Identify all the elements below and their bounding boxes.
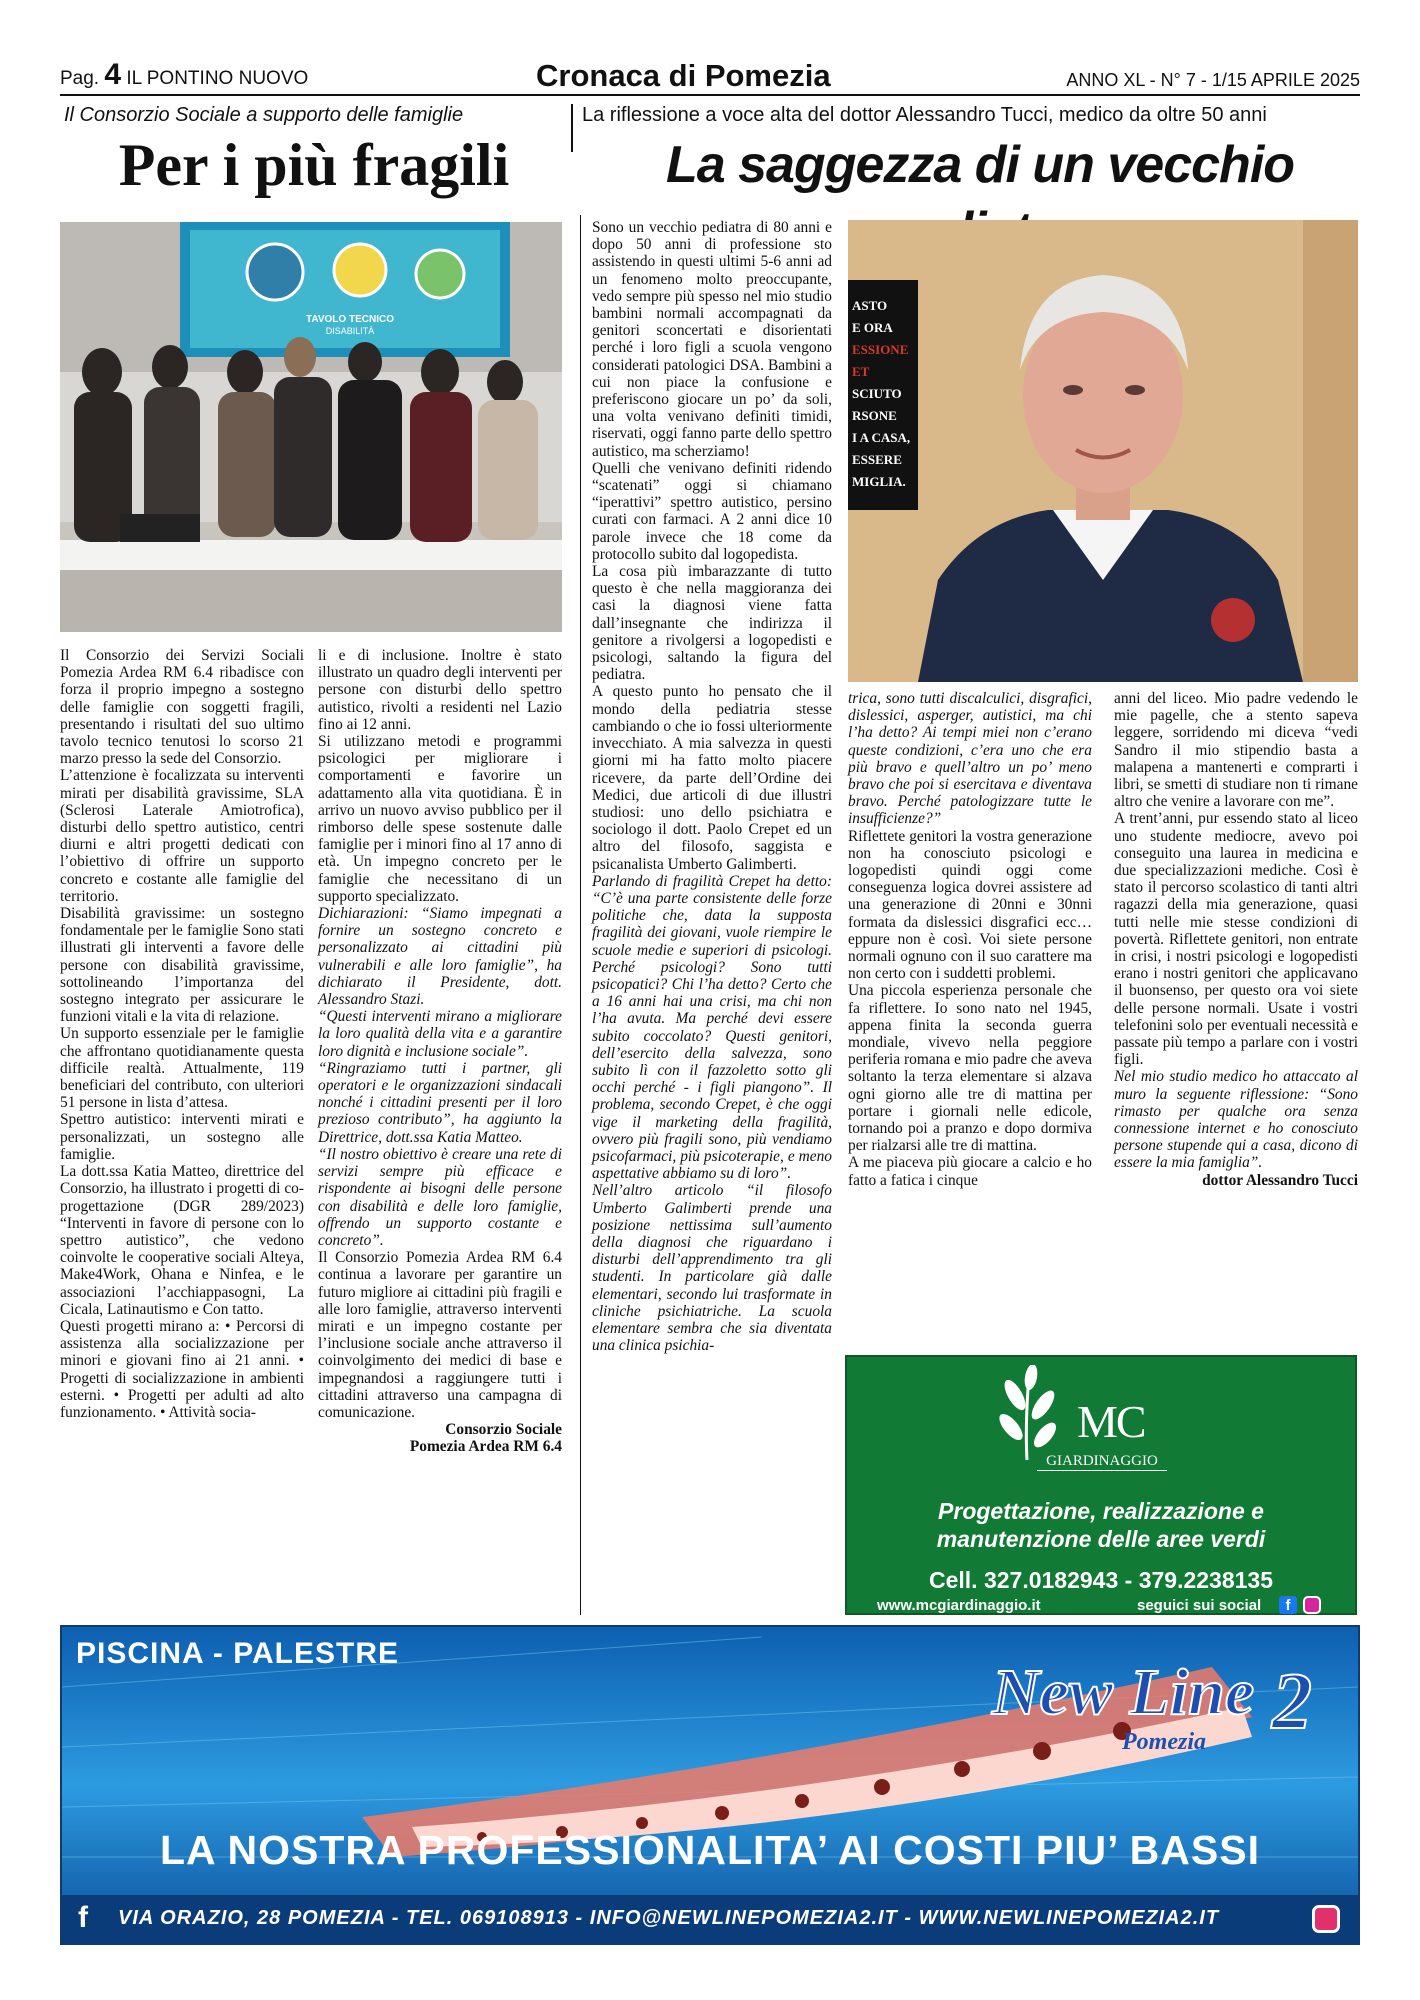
paragraph: “Questi interventi mirano a migliorare la loro qualità della vita e a garantire loro dignità e inclusione sociale”. bbox=[318, 1008, 562, 1060]
screen-subtitle: DISABILITÀ bbox=[325, 326, 375, 336]
page-number: 4 bbox=[104, 58, 122, 91]
instagram-icon[interactable] bbox=[1303, 1596, 1321, 1614]
newline-logo: New Line bbox=[992, 1656, 1255, 1729]
doctor-portrait bbox=[848, 220, 1358, 682]
paragraph: trica, sono tutti discalculici, disgrafici, dislessici, asperger, autistici, ma chi l’ha detto? Ai tempi miei non c’erano queste condizioni, c’era uno che era più bravo e quell’altro un po’ meno bravo che poi si esercitava e diventava bravo. Perché patologizzare tutte le insufficienze?” bbox=[848, 690, 1092, 828]
mc-brand: GIARDINAGGIO bbox=[1037, 1453, 1167, 1471]
olive-branch-icon bbox=[987, 1365, 1067, 1465]
article1-kicker: Il Consorzio Sociale a supporto delle famiglie bbox=[64, 104, 464, 126]
paragraph: A trent’anni, pur essendo stato al liceo uno studente mediocre, avevo poi conseguito una laurea in medicina e due specializzazioni mediche. Così è stato il percorso scolastico di tanti altri ragazzi della mia generazione, quasi tutti nelle mie stesse condizioni di povertà. Riflettete genitori, non entrate in crisi, i nostri psicologi e logopedisti erano i nostri genitori che applicavano il buonsenso, per questo ora voi siete delle persone normali. Usate i vostri telefonini solo per eventuali necessità e passate più tempo a parlare con i vostri figli. bbox=[1114, 810, 1358, 1069]
article2-kicker: La riflessione a voce alta del dottor Alessandro Tucci, medico da oltre 50 anni bbox=[582, 104, 1267, 126]
paragraph: Disabilità gravissime: un sostegno fondamentale per le famiglie Sono stati illustrati gli interventi a favore delle persone con disabilità gravissime, sottolineando l’importanza del sostegno integrato per assicurare le funzioni vitali e la vita di relazione. bbox=[60, 905, 304, 1026]
issue-info: ANNO XL - N° 7 - 1/15 APRILE 2025 bbox=[1066, 70, 1360, 90]
paragraph: A questo punto ho pensato che il mondo della pediatria stesse cambiando o che io fossi ulteriormente invecchiato. A mia salvezza in questi giorni mi ha fatto molto piacere ricevere, da parte dell’Ordine dei Medici, due articoli di due illustri studiosi: uno dello psichiatra e sociologo il dott. Paolo Crepet ed un altro del filosofo, saggista e psicanalista Umberto Galimberti. bbox=[592, 683, 832, 873]
paragraph: Il Consorzio dei Servizi Sociali Pomezia Ardea RM 6.4 ribadisce con forza il proprio impegno a sostegno delle famiglie con soggetti fragili, presentando i risultati del suo ultimo tavolo tecnico tenutosi lo scorso 21 marzo presso la sede del Consorzio. bbox=[60, 647, 304, 768]
newspaper-name: IL PONTINO NUOVO bbox=[126, 68, 309, 89]
paragraph: “Il nostro obiettivo è creare una rete di servizi sempre più efficace e rispondente ai bisogni delle persone con disabilità e delle loro famiglie, offrendo un supporto costante e concreto”. bbox=[318, 1145, 562, 1249]
article2-title: La saggezza di un vecchio bbox=[665, 136, 1295, 194]
article1-column-2 bbox=[318, 647, 562, 1456]
mc-tagline-1: Progettazione, realizzazione e bbox=[938, 1498, 1264, 1524]
poster-line: ASTO bbox=[852, 298, 888, 313]
poster-line: ET bbox=[852, 364, 870, 379]
mc-social-label: seguici sui social bbox=[1137, 1597, 1262, 1614]
newline-contact-line[interactable]: VIA ORAZIO, 28 POMEZIA - TEL. 069108913 - INFO@NEWLINEPOMEZIA2.IT - WWW.NEWLINEPOMEZIA2.IT bbox=[118, 1907, 1220, 1929]
poster-line: SCIUTO bbox=[852, 386, 902, 401]
instagram-icon[interactable] bbox=[1312, 1905, 1340, 1933]
paragraph: Questi progetti mirano a: • Percorsi di assistenza alla socializzazione per minori e giovani fino ai 21 anni. • Progetti di socializzazione in ambienti esterni. • Progetti per adulti ad alto funzionamento. • Attività socia- bbox=[60, 1317, 304, 1421]
paragraph: La cosa più imbarazzante di tutto questo è che nella maggioranza dei casi la diagnosi viene fatta dall’insegnante che indirizza il genitore a rivolgersi a logopedisti e psicologi, saltando la figura del pediatra. bbox=[592, 563, 832, 684]
paragraph: Una piccola esperienza personale che fa riflettere. Io sono nato nel 1945, appena finita la seconda guerra mondiale, vivevo nella peggiore periferia romana e mio padre che aveva soltanto la terza elementare si alzava ogni giorno alle tre di mattina per portare i giornali nelle edicole, tornando poi a pranzo e dopo dormiva per rialzarsi alle tre di mattina. bbox=[848, 982, 1092, 1155]
mc-tagline-2: manutenzione delle aree verdi bbox=[936, 1526, 1266, 1552]
poster-line: ESSIONE bbox=[852, 342, 909, 357]
mc-giardinaggio-ad[interactable] bbox=[845, 1355, 1357, 1615]
paragraph: Riflettete genitori la vostra generazione non ha conosciuto psicologi e logopedisti quindi oggi come conseguenza logica dovrei assistere ad una generazione di 20nni e 30nni formata da dislessici disgrafici ecc… eppure non è così. Voi siete persone normali ognuno con il suo carattere ma non certo con i suddetti problemi. bbox=[848, 827, 1092, 983]
section-title: Cronaca di Pomezia bbox=[536, 58, 831, 93]
facebook-icon[interactable]: f bbox=[1279, 1596, 1297, 1614]
paragraph: Dichiarazioni: “Siamo impegnati a fornire un sostegno concreto e personalizzato ai cittadini più vulnerabili e alle loro famiglie”, ha dichiarato il Presidente, dott. Alessandro Stazi. bbox=[318, 905, 562, 1009]
page-label bbox=[60, 58, 308, 92]
screen-title: TAVOLO TECNICO bbox=[306, 314, 394, 325]
newline-logo-number: 2 bbox=[1272, 1658, 1312, 1746]
paragraph: li e di inclusione. Inoltre è stato illustrato un quadro degli interventi per persone con disturbi dello spettro autistico, rivolti a residenti nel Lazio fino ai 12 anni. bbox=[318, 647, 562, 733]
mc-website-link[interactable]: www.mcgiardinaggio.it bbox=[877, 1597, 1041, 1614]
poster-line: E ORA bbox=[852, 320, 893, 335]
newline-logo-sub: Pomezia bbox=[1122, 1729, 1206, 1755]
signature-line: Pomezia Ardea RM 6.4 bbox=[409, 1438, 562, 1456]
facebook-icon[interactable]: f bbox=[78, 1901, 88, 1934]
article2-column-b bbox=[848, 690, 1092, 1189]
paragraph: Nel mio studio medico ho attaccato al muro la seguente riflessione: “Sono rimasto per qualche ora senza connessione internet e ho conosciuto persone stupende qui a casa, dicono di essere la mia famiglia”. bbox=[1114, 1068, 1358, 1172]
page-prefix: Pag. bbox=[60, 68, 100, 89]
article2-signature: dottor Alessandro Tucci bbox=[1202, 1171, 1358, 1189]
paragraph: Si utilizzano metodi e programmi psicologici per migliorare i comportamenti e favorire un adattamento alla vita quotidiana. È in arrivo un nuovo avviso pubblico per il rimborso delle spese sostenute dalle famiglie per i minori fino al 17 anno di età. Un impegno concreto per le famiglie che necessitano di un supporto specializzato. bbox=[318, 733, 562, 905]
poster-line: I A CASA, bbox=[852, 430, 911, 445]
paragraph: Parlando di fragilità Crepet ha detto: “C’è una parte consistente delle forze politiche che, data la supposta fragilità dei giovani, vuole riempire le scuole medie e superiori di psicologi. Perché psicologi? Sono tutti psicopatici? Chi l’ha detto? Certo che a 16 anni hai una crisi, ma chi non l’ha avuta. Ma perché devi essere subito coccolato? Questi genitori, dell’esercito della salvezza, sono subito lì con il fazzoletto sotto gli occhi perché - i figli piangono”. Il problema, secondo Crepet, è che oggi vige il marketing della fragilità, ovvero più fragili sono, più vendiamo psicofarmaci, più psicoterapie, e meno aspettative abbiamo su di loro”. bbox=[592, 872, 832, 1183]
paragraph: La dott.ssa Katia Matteo, direttrice del Consorzio, ha illustrato i progetti di co-progettazione (DGR 289/2023) “Interventi in favore di persone con lo spettro autistico”, che vedono coinvolte le cooperative sociali Alteya, Make4Work, Ohana e Ninfea, e le associazioni l’acchiappasogni, La Cicala, Latinautismo e Con tatto. bbox=[60, 1163, 304, 1318]
newline-pomezia-ad[interactable] bbox=[60, 1625, 1360, 1945]
article1-column-1 bbox=[60, 647, 304, 1421]
mc-logo: MC bbox=[1077, 1396, 1145, 1447]
signature-line: Consorzio Sociale bbox=[445, 1421, 562, 1439]
article1-title: Per i più fragili bbox=[118, 132, 510, 198]
article2-column-c bbox=[1114, 690, 1358, 1189]
paragraph: L’attenzione è focalizzata su interventi mirati per disabilità gravissime, SLA (Sclerosi Laterale Amiotrofica), disturbi dello spettro autistico, centri diurni e altri progetti dedicati con l’obiettivo di offrire un supporto concreto e costante alle famiglie del territorio. bbox=[60, 767, 304, 905]
paragraph: A me piaceva più giocare a calcio e ho fatto a fatica i cinque bbox=[848, 1154, 1092, 1189]
masthead bbox=[60, 60, 1360, 96]
article2-column-a bbox=[592, 219, 832, 1354]
paragraph: anni del liceo. Mio padre vedendo le mie pagelle, che a stento sapeva leggere, sorridendo mi diceva “vedi Sandro il mio stipendio basta a malapena a mantenerti e comprarti i libri, se smetti di studiare non ti rimane altro che venire a lavorare con me”. bbox=[1114, 690, 1358, 811]
article1-photo bbox=[60, 222, 562, 632]
paragraph: “Ringraziamo tutti i partner, gli operatori e le organizzazioni sindacali nonché i cittadini presenti per il loro prezioso contributo”, ha aggiunto la Direttrice, dott.ssa Katia Matteo. bbox=[318, 1059, 562, 1146]
newline-top-label: PISCINA - PALESTRE bbox=[76, 1637, 400, 1670]
paragraph: Quelli che venivano definiti ridendo “scatenati” oggi si chiamano “iperattivi” spettro autistico, persino curati con farmaci. A 2 anni dice 10 parole invece che 18 come da protocollo subito dal logopedista. bbox=[592, 459, 832, 563]
paragraph: Nell’altro articolo “il filosofo Umberto Galimberti prende una posizione nettissima sull’aumento della diagnosi che riguardano i disturbi dell’apprendimento tra gli studenti. In particolare già dalle elementari, secondo lui trasformate in cliniche psichiatriche. La scuola elementare sembra che sia diventata una clinica psichia- bbox=[592, 1182, 832, 1355]
conference-photo bbox=[60, 222, 562, 632]
paragraph: Il Consorzio Pomezia Ardea RM 6.4 continua a lavorare per garantire un futuro migliore ai cittadini più fragili e alle loro famiglie, attraverso interventi mirati e un impegno costante per l’inclusione sociale anche attraverso il coinvolgimento dei medici di base e impegnandosi a raggiungere tutti i cittadini attraverso una campagna di comunicazione. bbox=[318, 1249, 562, 1421]
kicker-divider bbox=[571, 104, 573, 152]
paragraph: Sono un vecchio pediatra di 80 anni e dopo 50 anni di professione sto assistendo in questi ultimi 5-6 anni ad un fenomeno molto preoccupante, vedo sempre più spesso nel mio studio bambini normali accompagnati da genitori sconcertati e disorientati perché i loro figli a scuola vengono considerati patologici DSA. Bambini a cui non piace la confusione e preferiscono giocare un po’ da soli, una volta venivano definiti timidi, riservati, oggi fanno parte dello spettro autistico, ma scherziamo! bbox=[592, 219, 832, 460]
poster-line: ESSERE bbox=[852, 452, 902, 467]
paragraph: Un supporto essenziale per le famiglie che affrontano quotidianamente questa difficile realtà. Attualmente, 119 beneficiari del contributo, con ulteriori 51 persone in lista d’attesa. bbox=[60, 1025, 304, 1112]
poster-line: MIGLIA. bbox=[852, 474, 906, 489]
portrait-photo bbox=[848, 220, 1358, 682]
column-divider bbox=[580, 215, 581, 1615]
poster-line: RSONE bbox=[852, 408, 897, 423]
paragraph: Spettro autistico: interventi mirati e personalizzati, un sostegno alle famiglie. bbox=[60, 1111, 304, 1163]
newline-slogan: LA NOSTRA PROFESSIONALITA’ AI COSTI PIU’ BASSI bbox=[160, 1827, 1260, 1873]
mc-phone[interactable]: Cell. 327.0182943 - 379.2238135 bbox=[928, 1567, 1273, 1593]
